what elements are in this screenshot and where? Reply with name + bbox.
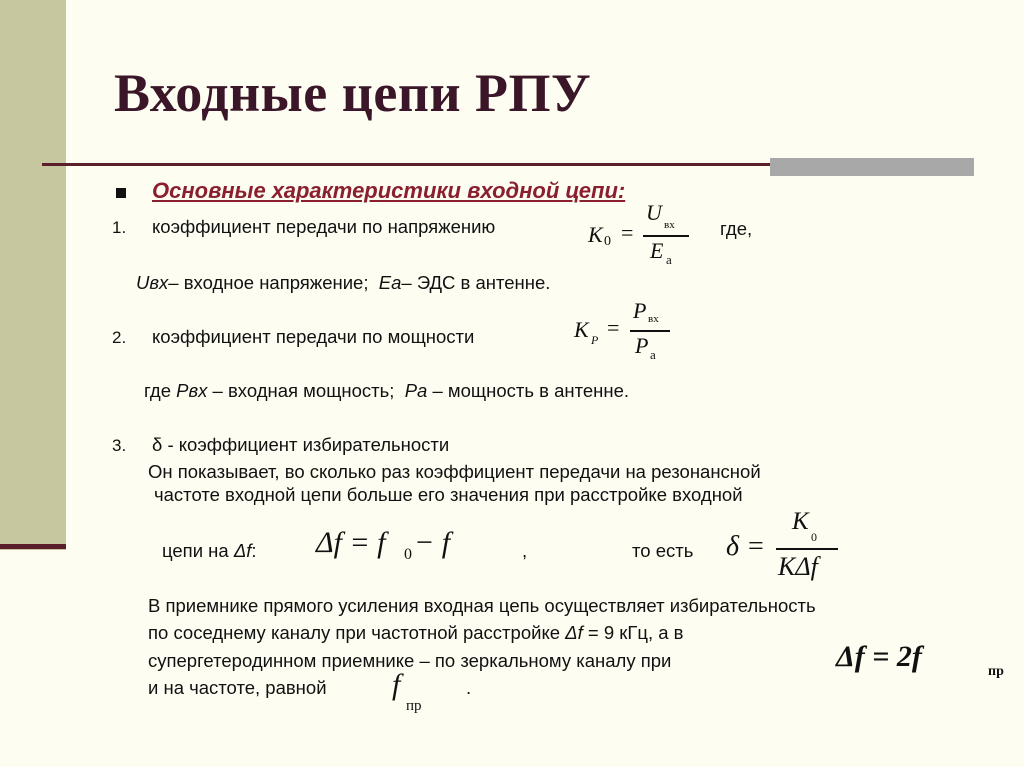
para2-line-3: супергетеродинном приемнике – по зеркальному каналу при [148,650,672,671]
left-accent-line [0,544,66,549]
left-accent-bar [0,0,66,550]
para1-line-2: частоте входной цепи больше его значения при расстройке входной [154,484,743,505]
item-text-3: δ - коэффициент избирательности [152,434,450,455]
period: . [466,677,472,698]
subheading: Основные характеристики входной цепи: [152,178,626,203]
comma: , [522,540,528,561]
para1-line-1: Он показывает, во сколько раз коэффициент передачи на резонансной [148,461,761,482]
para2-line-1: В приемнике прямого усиления входная цепь осуществляет избирательность [148,595,816,616]
para2-line-2: по соседнему каналу при частотной расстройке Δf = 9 кГц, а в [148,622,684,643]
slide-title: Входные цепи РПУ [114,63,592,123]
bullet-square-icon [116,188,126,198]
item-text-1: коэффициент передачи по напряжению [152,216,496,237]
explain-1: Uвх– входное напряжение; Ea– ЭДС в антенне. [136,272,551,293]
item-text-2: коэффициент передачи по мощности [152,326,475,347]
that-is-label: то есть [632,540,694,561]
title-divider-accent [770,158,974,176]
item-number-1: 1. [112,218,127,237]
detune-label: цепи на Δf: [162,540,257,561]
item-text-1-after: где, [720,218,753,239]
item-number-2: 2. [112,328,127,347]
para2-line-4: и на частоте, равной [148,677,327,698]
explain-2: где Pвх – входная мощность; Pa – мощность в антенне. [144,380,630,401]
item-number-3: 3. [112,436,127,455]
